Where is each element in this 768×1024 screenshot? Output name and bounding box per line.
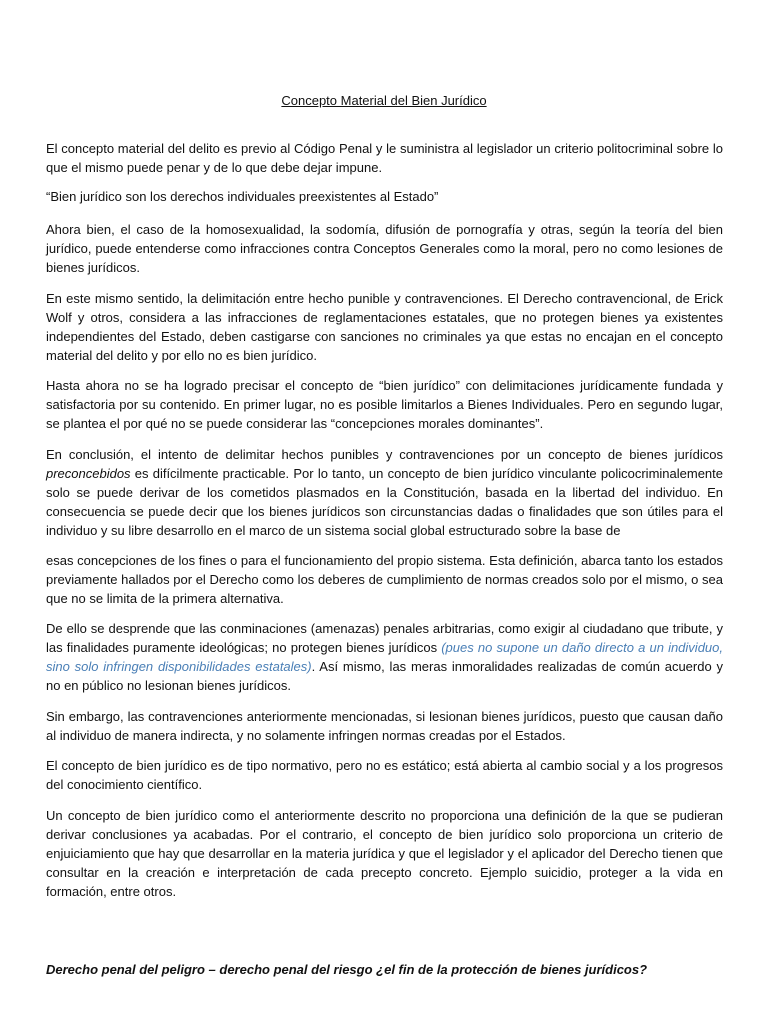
paragraph-6-text-a: En conclusión, el intento de delimitar hechos punibles y contravenciones por un concepto de bienes jurídicos bbox=[46, 447, 723, 462]
paragraph-9: Sin embargo, las contravenciones anteriormente mencionadas, si lesionan bienes jurídicos, puesto que causan daño al individuo de manera indirecta, y no solamente infringen normas creadas por el Estados. bbox=[46, 709, 723, 743]
paragraph-8-text-a: De ello se desprende que las conminaciones (amenazas) penales arbitrarias, como exigir al ciudadano que tribute, y las finalidades puramente ideológicas; no protegen bienes jurídicos bbox=[46, 621, 723, 655]
paragraph-5: Hasta ahora no se ha logrado precisar el concepto de “bien jurídico” con delimitaciones jurídicamente fundada y satisfactoria por su contenido. En primer lugar, no es posible limitarlos a Bienes Individuales. Pero en segundo lugar, se plantea el por qué no se puede considerar las “concepciones morales dominantes”. bbox=[46, 378, 723, 431]
paragraph-8-text-b: . Así mismo, las meras inmoralidades realizadas de común acuerdo y no en público no lesionan bienes jurídicos. bbox=[46, 659, 723, 693]
paragraph-10: El concepto de bien jurídico es de tipo normativo, pero no es estático; está abierta al cambio social y a los progresos del conocimiento científico. bbox=[46, 758, 723, 792]
paragraph-11: Un concepto de bien jurídico como el anteriormente descrito no proporciona una definición de la que se pudieran derivar conclusiones ya acabadas. Por el contrario, el concepto de bien jurídico solo proporciona un criterio de enjuiciamiento que hay que desarrollar en la materia jurídica y que el legislador y el aplicador del Derecho tienen que consultar en la creación e interpretación de cada precepto concreto. Ejemplo suicidio, proteger a la vida en formación, entre otros. bbox=[46, 808, 723, 899]
paragraph-6 bbox=[46, 445, 723, 540]
paragraph-6-italic-term: preconcebidos bbox=[46, 466, 131, 481]
paragraph-8 bbox=[46, 619, 723, 695]
paragraph-1: El concepto material del delito es previo al Código Penal y le suministra al legislador un criterio politocriminal sobre lo que el mismo puede penar y de lo que debe dejar impune. bbox=[46, 141, 723, 175]
paragraph-7: esas concepciones de los fines o para el funcionamiento del propio sistema. Esta definición, abarca tanto los estados previamente hallados por el Derecho como los deberes de cumplimiento de normas creados solo por el mismo, o sea que no se limita de la primera alternativa. bbox=[46, 553, 723, 606]
paragraph-3: Ahora bien, el caso de la homosexualidad, la sodomía, difusión de pornografía y otras, según la teoría del bien jurídico, puede entenderse como infracciones contra Conceptos Generales como la moral, pero no como lesiones de bienes jurídicos. bbox=[46, 222, 723, 275]
paragraph-2: “Bien jurídico son los derechos individuales preexistentes al Estado” bbox=[46, 189, 439, 204]
section-heading: Derecho penal del peligro – derecho penal del riesgo ¿el fin de la protección de bienes jurídicos? bbox=[46, 962, 648, 977]
paragraph-8-highlight: (pues no supone un daño directo a un individuo, sino solo infringen disponibilidades estatales) bbox=[46, 640, 723, 674]
document-title: Concepto Material del Bien Jurídico bbox=[281, 93, 487, 108]
paragraph-6-text-b: es difícilmente practicable. Por lo tanto, un concepto de bien jurídico vinculante policocriminalemente solo se puede derivar de los cometidos plasmados en la Constitución, basada en la libertad del individuo. En consecuencia se puede decir que los bienes jurídicos son circunstancias dadas o finalidades que son útiles para el individuo y su libre desarrollo en el marco de un sistema social global estructurado sobre la base de bbox=[46, 466, 723, 538]
paragraph-4: En este mismo sentido, la delimitación entre hecho punible y contravenciones. El Derecho contravencional, de Erick Wolf y otros, considera a las infracciones de reglamentaciones estatales, que no protegen bienes ya existentes independientes del Estado, deben castigarse con sanciones no criminales ya que estas no encajan en el concepto material del delito y por ello no es bien jurídico. bbox=[46, 291, 723, 363]
